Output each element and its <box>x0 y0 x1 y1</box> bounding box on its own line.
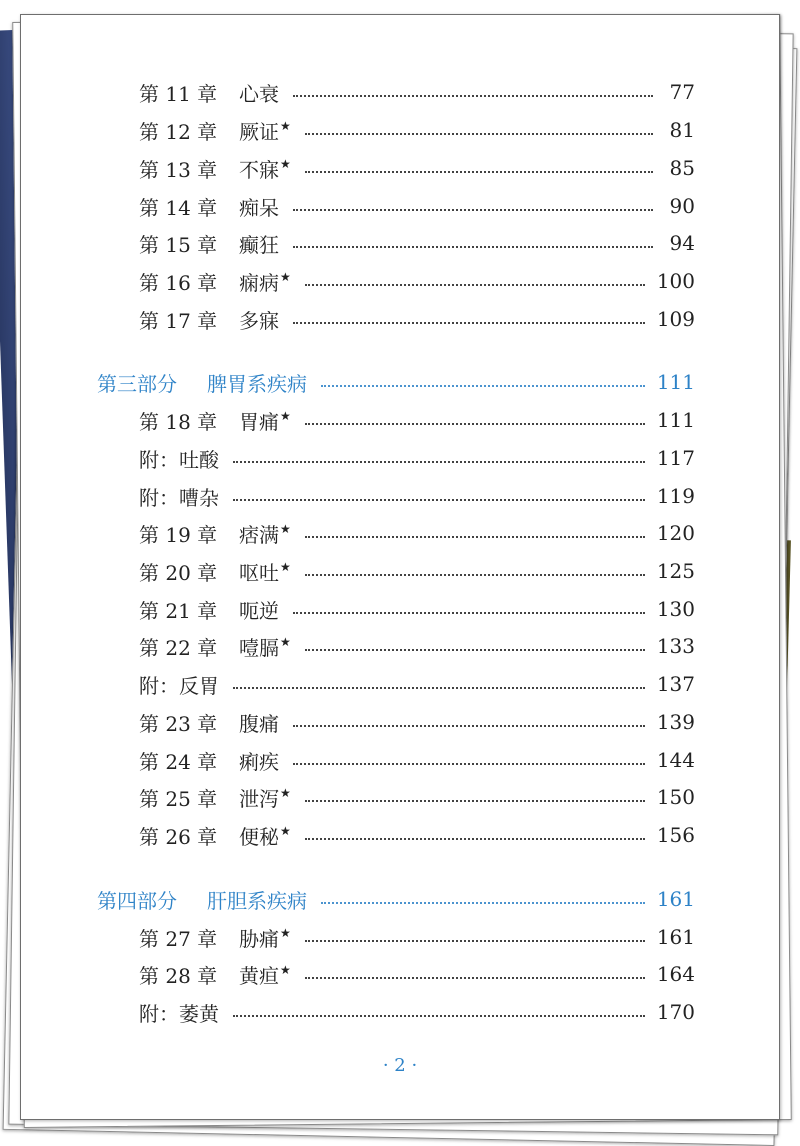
entry-title: 呃逆 <box>239 598 279 623</box>
entry-label <box>139 783 291 812</box>
toc-chapter-entry <box>139 266 695 296</box>
entry-page-number: 85 <box>669 156 695 180</box>
entry-page-number: 139 <box>656 710 695 734</box>
entry-title: 不寐 <box>239 157 279 182</box>
dot-leader <box>293 725 645 727</box>
toc-chapter-entry <box>139 405 695 435</box>
toc-chapter-entry <box>139 745 695 775</box>
entry-label <box>139 557 291 586</box>
entry-title: 癫狂 <box>239 232 279 257</box>
dot-leader <box>305 649 645 651</box>
dot-leader <box>305 284 645 286</box>
entry-title: 心衰 <box>239 81 279 106</box>
chapter-number: 第 24 章 <box>139 749 218 774</box>
chapter-number: 第 28 章 <box>139 963 218 988</box>
entry-page-number: 170 <box>656 1000 695 1024</box>
toc-chapter-entry <box>139 707 695 737</box>
entry-page-number: 111 <box>656 408 695 432</box>
toc-chapter-entry <box>139 782 695 812</box>
entry-page-number: 164 <box>656 962 695 986</box>
entry-label <box>139 821 291 850</box>
entry-title: 肝胆系疾病 <box>207 888 307 913</box>
entry-label <box>139 708 279 737</box>
toc-appendix-entry <box>139 997 695 1027</box>
entry-label <box>139 746 279 775</box>
toc-chapter-entry <box>139 518 695 548</box>
dot-leader <box>233 687 645 689</box>
entry-title: 噎膈 <box>239 635 279 660</box>
entry-page-number: 77 <box>669 80 695 104</box>
chapter-number: 第 16 章 <box>139 270 218 295</box>
entry-page-number: 111 <box>656 370 695 394</box>
part-number: 第四部分 <box>97 888 177 913</box>
entry-title: 痞满 <box>239 522 279 547</box>
entry-label <box>139 406 291 435</box>
entry-label <box>139 116 291 145</box>
dot-leader <box>305 977 645 979</box>
toc-chapter-entry <box>139 77 695 107</box>
toc-chapter-entry <box>139 594 695 624</box>
entry-title: 痴呆 <box>239 195 279 220</box>
entry-label <box>139 305 279 334</box>
dot-leader <box>293 612 645 614</box>
entry-title: 附：萎黄 <box>139 1001 219 1026</box>
entry-page-number: 161 <box>656 887 695 911</box>
dot-leader <box>321 902 645 904</box>
entry-label <box>139 482 219 511</box>
entry-page-number: 137 <box>656 672 695 696</box>
dot-leader <box>305 574 645 576</box>
entry-label <box>139 229 279 258</box>
chapter-number: 第 14 章 <box>139 195 218 220</box>
toc-chapter-entry <box>139 631 695 661</box>
chapter-number: 第 18 章 <box>139 409 218 434</box>
entry-title: 黄疸 <box>239 963 279 988</box>
entry-page-number: 94 <box>669 231 695 255</box>
entry-title: 胃痛 <box>239 409 279 434</box>
dot-leader <box>305 423 645 425</box>
chapter-number: 第 22 章 <box>139 635 218 660</box>
star-icon: ★ <box>280 269 291 284</box>
chapter-number: 第 21 章 <box>139 598 218 623</box>
dot-leader <box>305 536 645 538</box>
toc-part-heading <box>97 884 695 914</box>
entry-title: 厥证 <box>239 119 279 144</box>
chapter-number: 第 23 章 <box>139 711 218 736</box>
chapter-number: 第 15 章 <box>139 232 218 257</box>
entry-label <box>139 960 291 989</box>
star-icon: ★ <box>280 521 291 536</box>
dot-leader <box>305 133 653 135</box>
dot-leader <box>293 763 645 765</box>
dot-leader <box>305 800 645 802</box>
star-icon: ★ <box>280 823 291 838</box>
entry-label <box>139 267 291 296</box>
entry-page-number: 119 <box>656 484 695 508</box>
entry-title: 痢疾 <box>239 749 279 774</box>
entry-page-number: 144 <box>656 748 695 772</box>
star-icon: ★ <box>280 156 291 171</box>
entry-page-number: 161 <box>656 925 695 949</box>
toc-page <box>20 14 780 1120</box>
chapter-number: 第 25 章 <box>139 786 218 811</box>
toc-chapter-entry <box>139 304 695 334</box>
entry-title: 附：反胃 <box>139 673 219 698</box>
entry-label <box>139 632 291 661</box>
chapter-number: 第 19 章 <box>139 522 218 547</box>
toc-chapter-entry <box>139 959 695 989</box>
entry-page-number: 130 <box>656 597 695 621</box>
entry-page-number: 150 <box>656 785 695 809</box>
entry-title: 多寐 <box>239 308 279 333</box>
entry-title: 附：嘈杂 <box>139 485 219 510</box>
entry-page-number: 125 <box>656 559 695 583</box>
entry-label <box>139 519 291 548</box>
toc-part-heading <box>97 367 695 397</box>
toc-chapter-entry <box>139 191 695 221</box>
toc-chapter-entry <box>139 153 695 183</box>
entry-label <box>139 78 279 107</box>
entry-title: 呕吐 <box>239 560 279 585</box>
entry-title: 附：吐酸 <box>139 447 219 472</box>
chapter-number: 第 12 章 <box>139 119 218 144</box>
toc-appendix-entry <box>139 669 695 699</box>
entry-title: 胁痛 <box>239 926 279 951</box>
entry-page-number: 156 <box>656 823 695 847</box>
entry-page-number: 100 <box>656 269 695 293</box>
dot-leader <box>233 461 645 463</box>
entry-label <box>139 192 279 221</box>
star-icon: ★ <box>280 785 291 800</box>
entry-title: 痫病 <box>239 270 279 295</box>
entry-label <box>139 444 219 473</box>
entry-label <box>97 368 307 397</box>
dot-leader <box>305 171 653 173</box>
entry-page-number: 109 <box>656 307 695 331</box>
dot-leader <box>305 940 645 942</box>
dot-leader <box>293 95 653 97</box>
entry-page-number: 133 <box>656 634 695 658</box>
entry-label <box>139 923 291 952</box>
entry-label <box>139 998 219 1027</box>
toc-chapter-entry <box>139 228 695 258</box>
dot-leader <box>293 322 645 324</box>
dot-leader <box>233 1015 645 1017</box>
chapter-number: 第 26 章 <box>139 824 218 849</box>
dot-leader <box>305 838 645 840</box>
entry-label <box>139 670 219 699</box>
chapter-number: 第 11 章 <box>139 81 218 106</box>
part-number: 第三部分 <box>97 371 177 396</box>
entry-label <box>97 885 307 914</box>
star-icon: ★ <box>280 559 291 574</box>
toc-chapter-entry <box>139 820 695 850</box>
star-icon: ★ <box>280 408 291 423</box>
toc-chapter-entry <box>139 556 695 586</box>
chapter-number: 第 20 章 <box>139 560 218 585</box>
toc-appendix-entry <box>139 481 695 511</box>
toc-chapter-entry <box>139 115 695 145</box>
entry-title: 脾胃系疾病 <box>207 371 307 396</box>
toc-appendix-entry <box>139 443 695 473</box>
toc-chapter-entry <box>139 922 695 952</box>
entry-label <box>139 154 291 183</box>
entry-page-number: 117 <box>656 446 695 470</box>
star-icon: ★ <box>280 925 291 940</box>
entry-page-number: 90 <box>669 194 695 218</box>
chapter-number: 第 17 章 <box>139 308 218 333</box>
dot-leader <box>233 499 645 501</box>
dot-leader <box>293 246 653 248</box>
star-icon: ★ <box>280 118 291 133</box>
star-icon: ★ <box>280 962 291 977</box>
chapter-number: 第 13 章 <box>139 157 218 182</box>
dot-leader <box>293 209 653 211</box>
entry-label <box>139 595 279 624</box>
entry-title: 腹痛 <box>239 711 279 736</box>
entry-page-number: 120 <box>656 521 695 545</box>
entry-title: 泄泻 <box>239 786 279 811</box>
entry-page-number: 81 <box>669 118 695 142</box>
dot-leader <box>321 385 645 387</box>
star-icon: ★ <box>280 634 291 649</box>
page-number: · 2 · <box>382 1055 418 1076</box>
chapter-number: 第 27 章 <box>139 926 218 951</box>
entry-title: 便秘 <box>239 824 279 849</box>
